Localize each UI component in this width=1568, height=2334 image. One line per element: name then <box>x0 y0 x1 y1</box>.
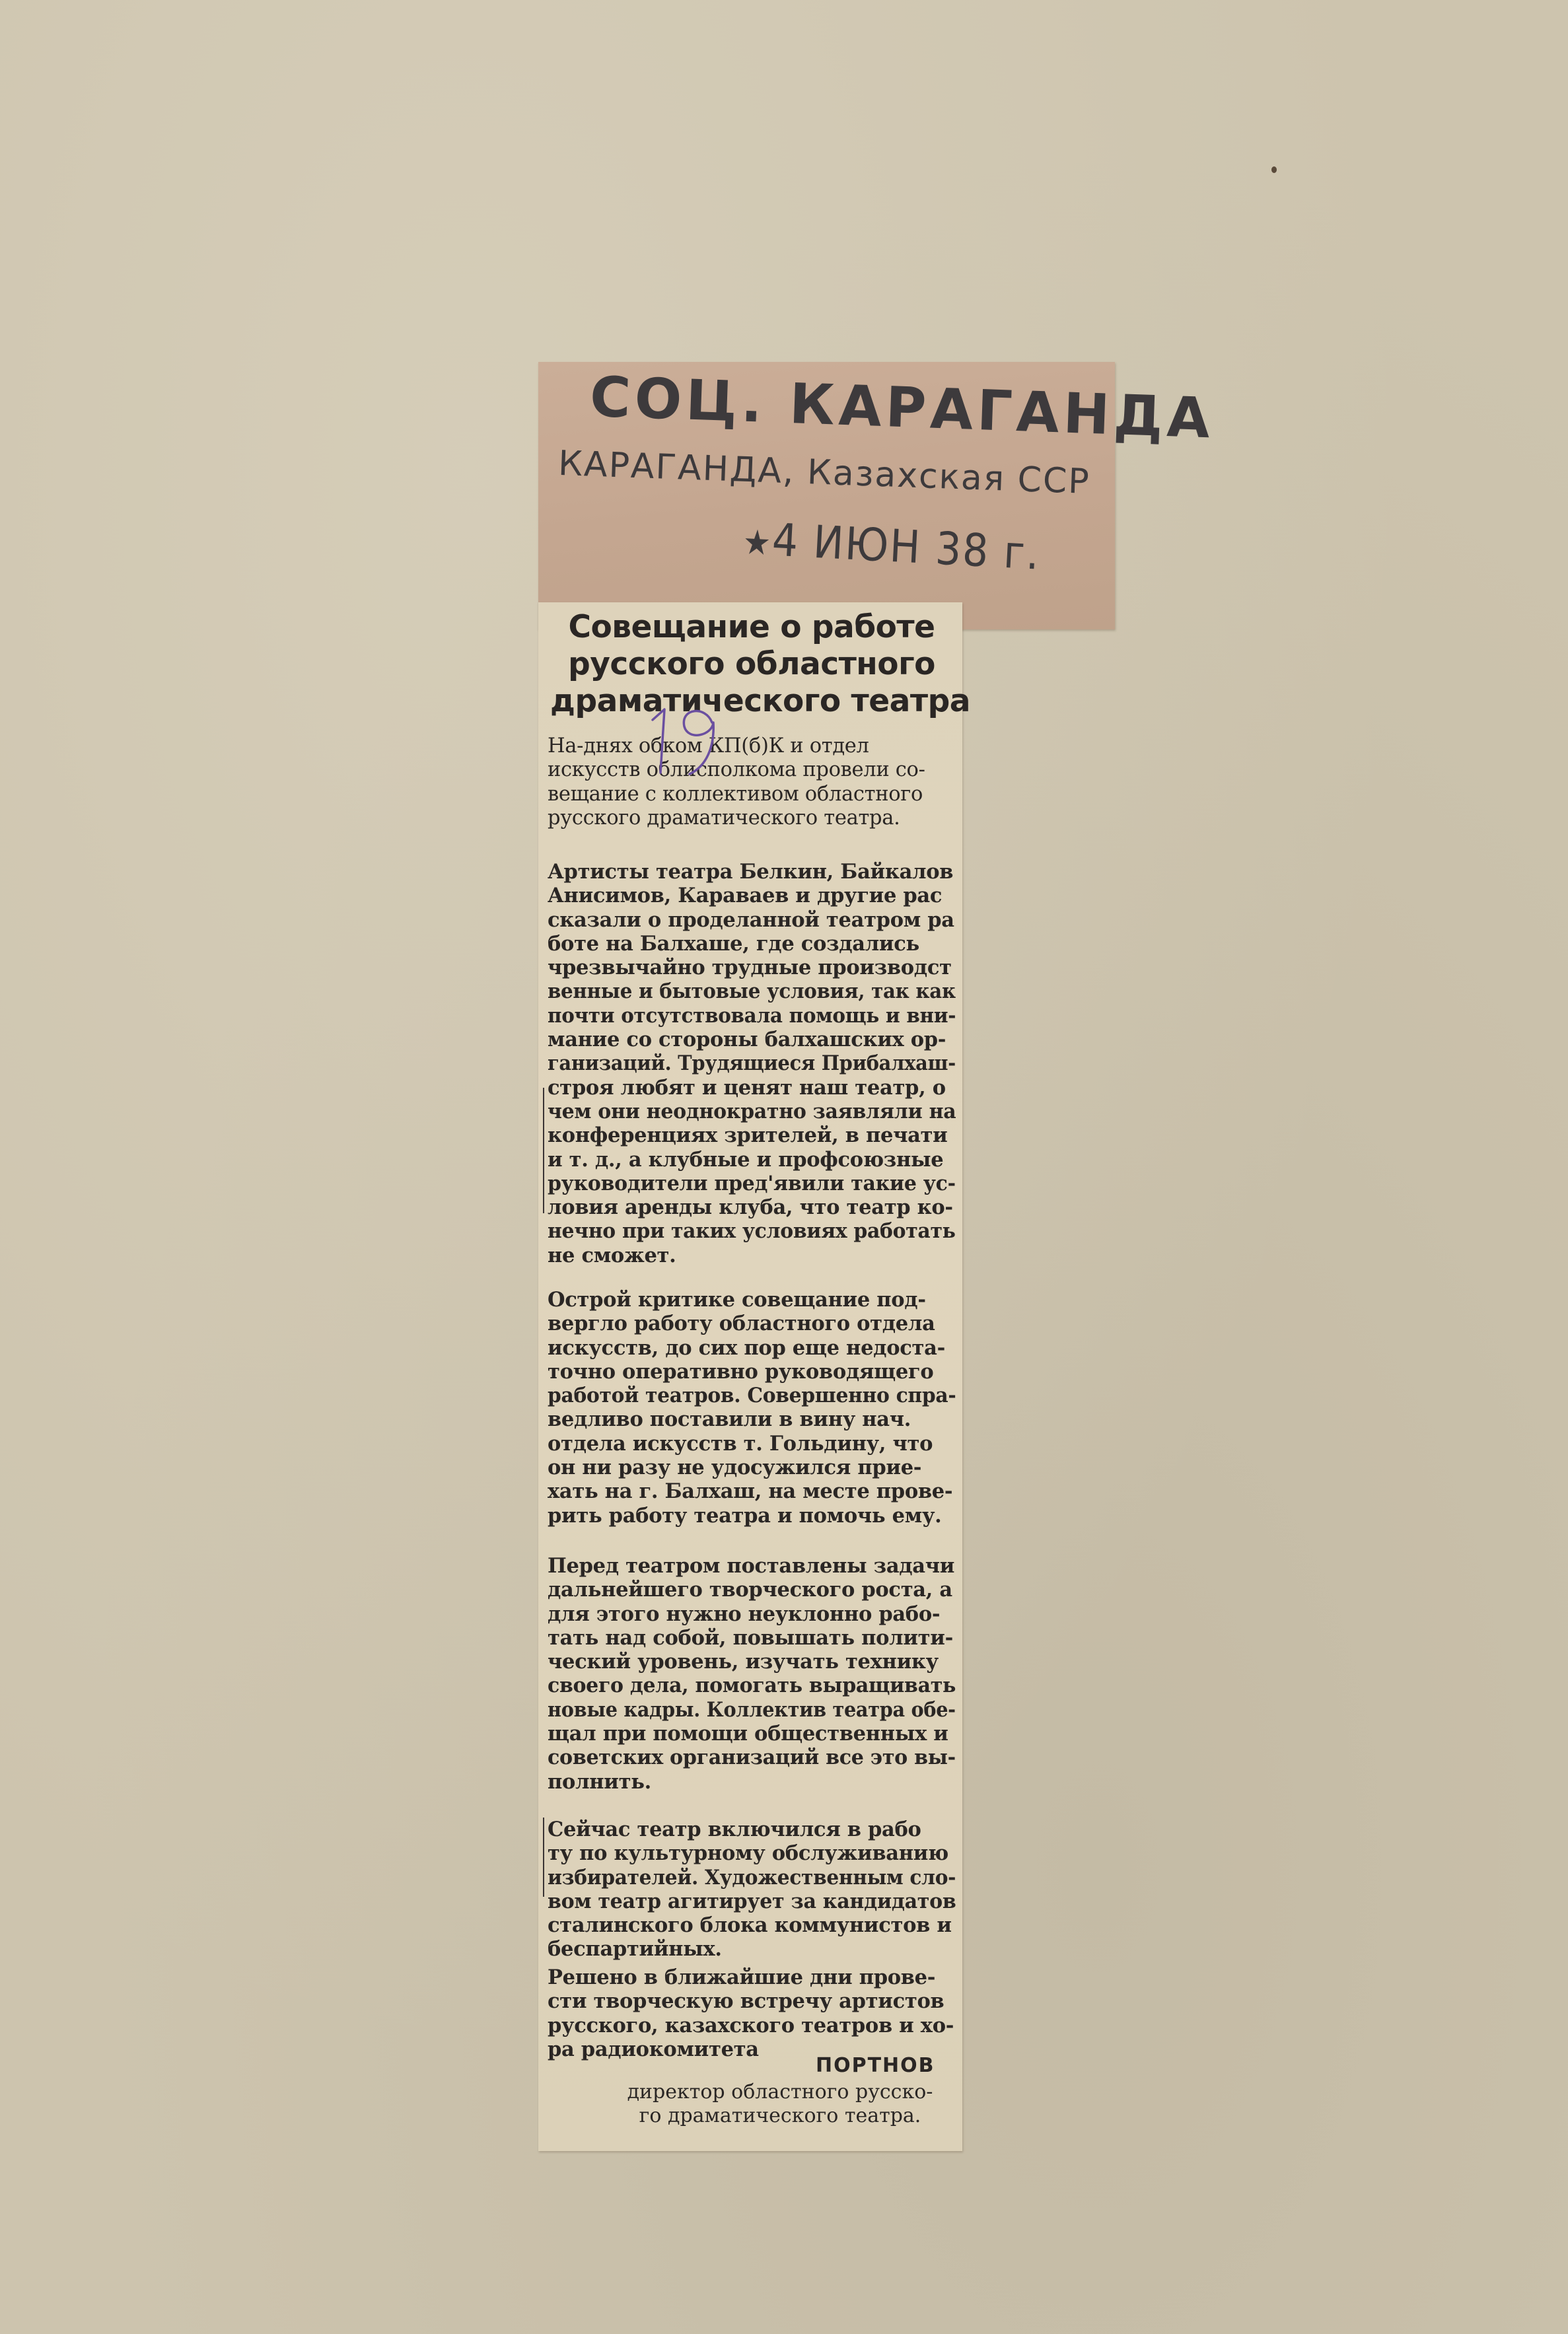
article-line: боте на Балхаше, где создались <box>548 931 919 956</box>
article-line: Перед театром поставлены задачи <box>548 1554 955 1578</box>
handwritten-page-number <box>634 700 733 779</box>
stamp-date: 4 ИЮН 38 г. <box>771 514 1042 581</box>
article-line: отдела искусств т. Гольдину, что <box>548 1431 933 1456</box>
article-line: ведливо поставили в вину нач. <box>548 1407 911 1432</box>
signature-title-line: директор областного русско- <box>627 2080 933 2104</box>
article-line: искусств облисполкома провели со- <box>548 758 925 782</box>
paper-speck <box>1271 166 1277 173</box>
article-line: вом театр агитирует за кандидатов <box>548 1889 956 1913</box>
article-line: точно оперативно руководящего <box>548 1359 934 1384</box>
article-line: хать на г. Балхаш, на месте прове- <box>548 1479 953 1504</box>
article-line: чем они неоднократно заявляли на <box>548 1099 956 1123</box>
article-line: ра радиокомитета <box>548 2037 759 2061</box>
article-line: ту по культурному обслуживанию <box>548 1841 949 1866</box>
article-headline <box>550 609 970 720</box>
article-line: Острой критике совещание под- <box>548 1288 926 1312</box>
stamp-newspaper-name: СОЦ. КАРАГАНДА <box>588 364 1215 451</box>
article-line: и т. д., а клубные и профсоюзные <box>548 1147 944 1172</box>
newspaper-stamp-slip <box>538 362 1215 629</box>
article-line: конференциях зрителей, в печати <box>548 1123 948 1148</box>
article-line: он ни разу не удосужился прие- <box>548 1456 922 1480</box>
article-line: Решено в ближайшие дни прове- <box>548 1965 936 1989</box>
article-paragraph <box>548 1554 956 1794</box>
article-line: мание со стороны балхашских ор- <box>548 1028 946 1052</box>
signature-title-line: го драматического театра. <box>639 2104 921 2127</box>
headline-line: драматического театра <box>550 683 970 719</box>
article-line: советских организаций все это вы- <box>548 1746 956 1770</box>
article-line: нечно при таких условиях работать <box>548 1219 956 1244</box>
newspaper-clipping <box>538 602 970 2151</box>
article-line: чрезвычайно трудные производст <box>548 956 952 980</box>
star-icon: ★ <box>742 522 773 564</box>
article-line: для этого нужно неуклонно рабо- <box>548 1602 941 1626</box>
article-line: сказали о проделанной театром ра <box>548 907 954 932</box>
article-line: избирателей. Художественным сло- <box>548 1865 956 1890</box>
article-paragraph <box>548 1965 956 2061</box>
article-line: рить работу театра и помочь ему. <box>548 1503 942 1528</box>
margin-rule <box>543 1088 544 1213</box>
article-line: щал при помощи общественных и <box>548 1722 948 1746</box>
article-line: ловия аренды клуба, что театр ко- <box>548 1195 953 1220</box>
margin-rule <box>543 1818 544 1897</box>
article-line: беспартийных. <box>548 1937 722 1962</box>
article-paragraph <box>548 1818 956 1962</box>
article-line: На-днях обком КП(б)К и отдел <box>548 734 869 758</box>
article-paragraph <box>548 734 956 830</box>
article-line: Сейчас театр включился в рабо <box>548 1818 921 1841</box>
article-line: вергло работу областного отдела <box>548 1312 935 1336</box>
article-line: ганизаций. Трудящиеся Прибалхаш- <box>548 1051 956 1076</box>
article-line: Артисты театра Белкин, Байкалов <box>548 860 954 884</box>
article-paragraph <box>548 1288 956 1528</box>
headline-line: русского областного <box>568 646 935 682</box>
article-line: руководители пред'явили такие ус- <box>548 1171 956 1195</box>
article-line: сти творческую встречу артистов <box>548 1989 944 2014</box>
article-line: своего дела, помогать выращивать <box>548 1674 956 1698</box>
article-line: работой театров. Совершенно спра- <box>548 1384 956 1408</box>
signature-name: ПОРТНОВ <box>816 2054 935 2077</box>
article-line: вещание с коллективом областного <box>548 782 923 806</box>
headline-line: Совещание о работе <box>568 609 935 645</box>
article-line: сталинского блока коммунистов и <box>548 1913 952 1938</box>
article-line: полнить. <box>548 1769 651 1794</box>
article-line: венные и бытовые условия, так как <box>548 979 956 1004</box>
article-line: ческий уровень, изучать технику <box>548 1650 939 1674</box>
article-line: почти отсутствовала помощь и вни- <box>548 1003 956 1028</box>
stamp-date-line <box>742 513 1042 580</box>
article-line: дальнейшего творческого роста, а <box>548 1578 952 1602</box>
article-line: не сможет. <box>548 1243 676 1267</box>
article-line: русского, казахского театров и хо- <box>548 2013 954 2037</box>
article-line: русского драматического театра. <box>548 806 900 830</box>
article-line: новые кадры. Коллектив театра обе- <box>548 1697 956 1722</box>
stamp-location: КАРАГАНДА, Казахская ССР <box>557 443 1091 503</box>
signature-title <box>608 2080 952 2128</box>
article-line: тать над собой, повышать полити- <box>548 1625 953 1650</box>
article-paragraph <box>548 860 956 1267</box>
article-line: искусств, до сих пор еще недоста- <box>548 1335 945 1360</box>
article-line: строя любят и ценят наш театр, о <box>548 1075 946 1100</box>
article-line: Анисимов, Караваев и другие рас <box>548 884 943 908</box>
